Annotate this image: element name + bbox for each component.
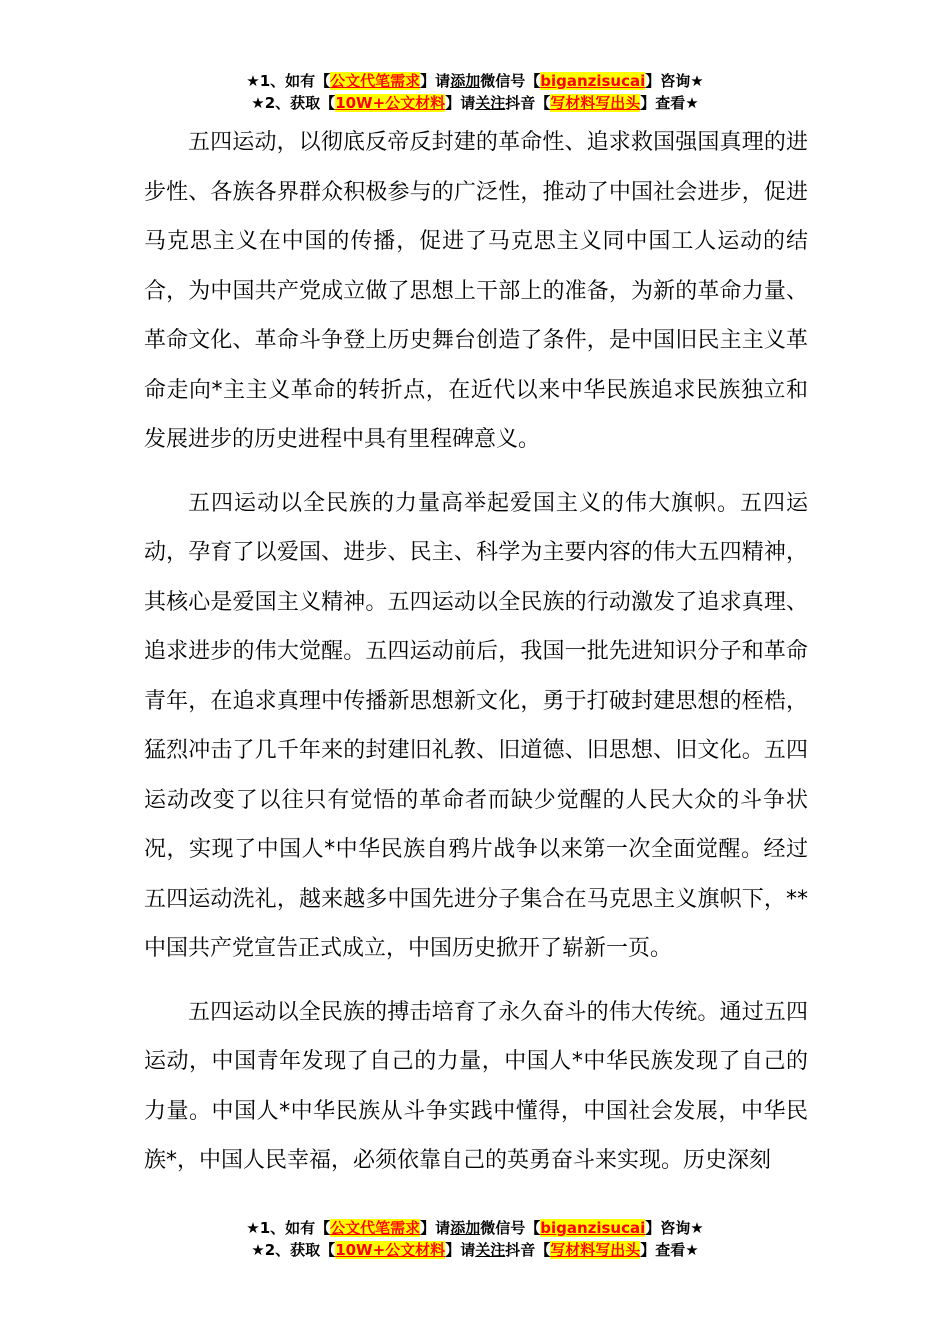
banner-text: 】查看★ bbox=[640, 94, 699, 112]
banner-text: ★2、获取【 bbox=[251, 94, 336, 112]
banner-text: 】查看★ bbox=[640, 1241, 699, 1259]
banner-text: 微信号【 bbox=[480, 1219, 541, 1237]
paragraph-2: 五四运动以全民族的力量高举起爱国主义的伟大旗帜。五四运动，孕育了以爱国、进步、民主、科学为主要内容的伟大五四精神，其核心是爱国主义精神。五四运动以全民族的行动激发了追求真理、追求进步的伟大觉醒。五四运动前后，我国一批先进知识分子和革命青年，在追求真理中传播新思想新文化，勇于打破封建思想的桎梏，猛烈冲击了几千年来的封建旧礼教、旧道德、旧思想、旧文化。五四运动改变了以往只有觉悟的革命者而缺少觉醒的人民大众的斗争状况，实现了中国人*中华民族自鸦片战争以来第一次全面觉醒。经过五四运动洗礼，越来越多中国先进分子集合在马克思主义旗帜下，**中国共产党宣告正式成立，中国历史掀开了崭新一页。 bbox=[144, 490, 808, 961]
banner-text: 微信号【 bbox=[480, 72, 541, 90]
banner-douyin-id: 写材料写出头 bbox=[550, 94, 641, 112]
banner-text: ★1、如有【 bbox=[246, 1219, 331, 1237]
banner-highlight: 10W+公文材料 bbox=[335, 94, 446, 112]
banner-text: 】请 bbox=[420, 1219, 451, 1237]
document-body bbox=[144, 118, 808, 1200]
banner-text: 抖音【 bbox=[505, 1241, 551, 1259]
paragraph-1: 五四运动，以彻底反帝反封建的革命性、追求救国强国真理的进步性、各族各界群众积极参与的广泛性，推动了中国社会进步，促进马克思主义在中国的传播，促进了马克思主义同中国工人运动的结合，为中国共产党成立做了思想上干部上的准备，为新的革命力量、革命文化、革命斗争登上历史舞台创造了条件，是中国旧民主主义革命走向*主主义革命的转折点，在近代以来中华民族追求民族独立和发展进步的历史进程中具有里程碑意义。 bbox=[144, 130, 808, 452]
banner-underline: 关注 bbox=[475, 1241, 506, 1259]
banner-text: ★1、如有【 bbox=[246, 72, 331, 90]
banner-text: 】咨询★ bbox=[645, 1219, 704, 1237]
banner-wechat-id: biganzisucai bbox=[540, 72, 646, 90]
banner-highlight: 10W+公文材料 bbox=[335, 1241, 446, 1259]
banner-underline: 添加 bbox=[450, 1219, 481, 1237]
banner-line-2 bbox=[0, 92, 950, 114]
paragraph-3: 五四运动以全民族的搏击培育了永久奋斗的伟大传统。通过五四运动，中国青年发现了自己的力量，中国人*中华民族发现了自己的力量。中国人*中华民族从斗争实践中懂得，中国社会发展，中华民族*，中国人民幸福，必须依靠自己的英勇奋斗来实现。历史深刻 bbox=[144, 999, 808, 1173]
banner-line-1 bbox=[0, 70, 950, 92]
banner-text: ★2、获取【 bbox=[251, 1241, 336, 1259]
banner-highlight: 公文代笔需求 bbox=[330, 72, 421, 90]
banner-text: 】咨询★ bbox=[645, 72, 704, 90]
footer-banner bbox=[0, 1217, 950, 1261]
banner-underline: 关注 bbox=[475, 94, 506, 112]
banner-douyin-id: 写材料写出头 bbox=[550, 1241, 641, 1259]
banner-text: 】请 bbox=[420, 72, 451, 90]
banner-underline: 添加 bbox=[450, 72, 481, 90]
banner-text: 】请 bbox=[445, 94, 476, 112]
banner-text: 】请 bbox=[445, 1241, 476, 1259]
banner-highlight: 公文代笔需求 bbox=[330, 1219, 421, 1237]
header-banner bbox=[0, 70, 950, 114]
banner-text: 抖音【 bbox=[505, 94, 551, 112]
banner-line-2 bbox=[0, 1239, 950, 1261]
banner-wechat-id: biganzisucai bbox=[540, 1219, 646, 1237]
banner-line-1 bbox=[0, 1217, 950, 1239]
